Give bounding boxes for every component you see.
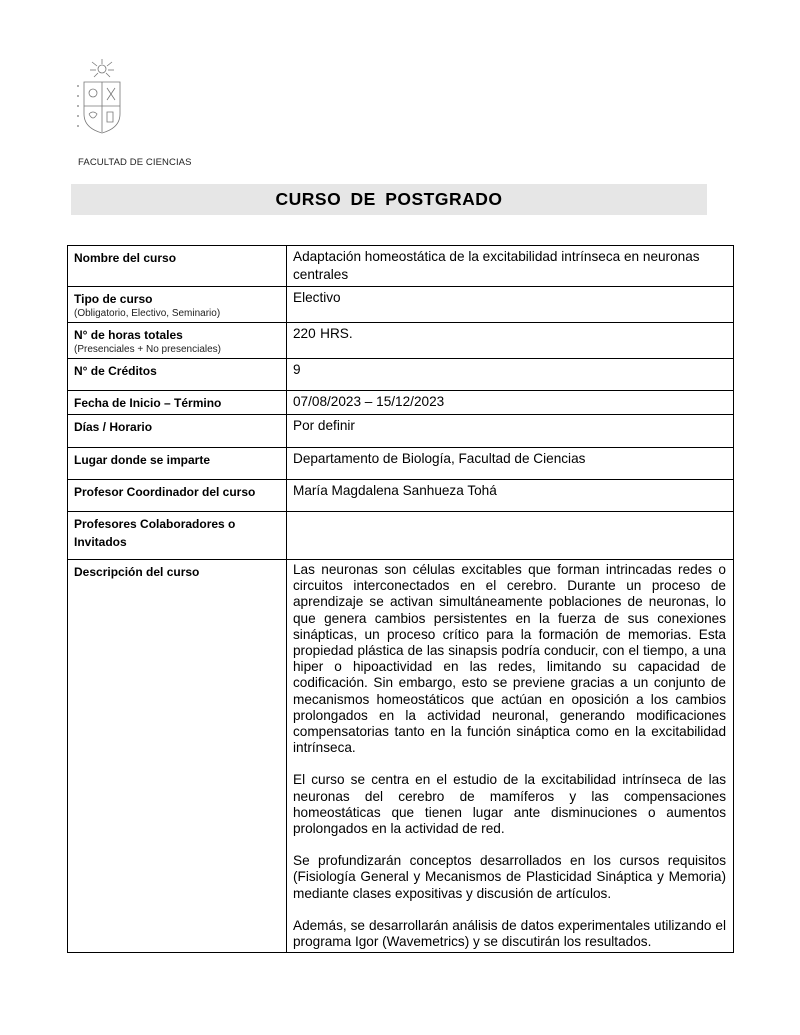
coordinator-label-cell <box>68 480 287 512</box>
description-value-cell <box>287 560 734 953</box>
collaborators-label: Profesores Colaboradores o Invitados <box>74 517 236 549</box>
total-hours-label: N° de horas totales <box>74 328 183 342</box>
description-label-cell <box>68 560 287 953</box>
total-hours-hint: (Presenciales + No presenciales) <box>74 344 222 355</box>
table-row <box>68 246 734 287</box>
schedule-label: Días / Horario <box>74 420 153 434</box>
place-label-cell <box>68 448 287 480</box>
course-type-label: Tipo de curso <box>74 292 153 306</box>
university-crest-icon <box>76 56 128 136</box>
table-row <box>68 448 734 480</box>
description-paragraph: Se profundizarán conceptos desarrollados en los cursos requisitos (Fisiología General y Mecanismos de Plasticidad Sináptica y Memoria) mediante clases expositivas y discusión de artículos. <box>293 853 726 901</box>
schedule-value-cell <box>287 415 734 448</box>
table-row <box>68 512 734 560</box>
collaborators-value-cell <box>287 512 734 560</box>
dates-value-cell <box>287 391 734 415</box>
table-row <box>68 480 734 512</box>
place-value: Departamento de Biología, Facultad de Ciencias <box>293 451 586 466</box>
collaborators-label-cell <box>68 512 287 560</box>
course-name-label: Nombre del curso <box>74 251 177 265</box>
course-info-table <box>67 245 734 953</box>
total-hours-value: 220 <box>293 326 316 341</box>
dates-label: Fecha de Inicio – Término <box>74 396 222 410</box>
credits-label-cell <box>68 359 287 391</box>
course-type-value: Electivo <box>293 290 341 305</box>
description-paragraph: Las neuronas son células excitables que forman intrincadas redes o circuitos interconectados en el cerebro. Durante un proceso de aprendizaje se activan simultáneamente poblaciones de neuronas, lo que genera cambios persistentes en la fuerza de sus conexiones sinápticas, un proceso crítico para la formación de memorias. Esta propiedad plástica de las sinapsis podría conducir, con el tiempo, a una hiper o hipoactividad en las redes, limitando su capacidad de codificación. Sin embargo, esto se previene gracias a un conjunto de mecanismos homeostáticos que actúan en oposición a los cambios prolongados en la actividad neuronal, generando modificaciones compensatorias tanto en la función sináptica como en la excitabilidad intrínseca. <box>293 562 726 756</box>
table-row <box>68 391 734 415</box>
total-hours-value-cell <box>287 323 734 359</box>
credits-value: 9 <box>293 362 301 377</box>
dates-label-cell <box>68 391 287 415</box>
table-row <box>68 359 734 391</box>
course-type-label-cell <box>68 287 287 323</box>
description-paragraph: El curso se centra en el estudio de la excitabilidad intrínseca de las neuronas del cerebro de mamíferos y las compensaciones homeostáticas que tienen lugar ante disminuciones o aumentos prolongados en la actividad de red. <box>293 772 726 837</box>
credits-value-cell <box>287 359 734 391</box>
course-name-value: Adaptación homeostática de la excitabilidad intrínseca en neuronas centrales <box>293 249 700 282</box>
schedule-label-cell <box>68 415 287 448</box>
schedule-value: Por definir <box>293 418 355 433</box>
course-name-value-cell <box>287 246 734 287</box>
description-label: Descripción del curso <box>74 565 200 579</box>
coordinator-value-cell <box>287 480 734 512</box>
dates-value: 07/08/2023 – 15/12/2023 <box>293 394 445 409</box>
total-hours-unit: HRS. <box>320 326 353 341</box>
credits-label: N° de Créditos <box>74 364 157 378</box>
place-value-cell <box>287 448 734 480</box>
coordinator-label: Profesor Coordinador del curso <box>74 485 256 499</box>
coordinator-value: María Magdalena Sanhueza Tohá <box>293 483 497 498</box>
table-row <box>68 560 734 953</box>
faculty-name: FACULTAD DE CIENCIAS <box>78 157 192 168</box>
course-name-label-cell <box>68 246 287 287</box>
course-type-value-cell <box>287 287 734 323</box>
course-type-hint: (Obligatorio, Electivo, Seminario) <box>74 308 221 319</box>
page-title: CURSO DE POSTGRADO <box>71 184 707 215</box>
table-row <box>68 287 734 323</box>
place-label: Lugar donde se imparte <box>74 453 211 467</box>
total-hours-label-cell <box>68 323 287 359</box>
table-row <box>68 415 734 448</box>
table-row <box>68 323 734 359</box>
description-paragraph: Además, se desarrollarán análisis de datos experimentales utilizando el programa Igor (Wavemetrics) y se discutirán los resultados. <box>293 917 726 950</box>
